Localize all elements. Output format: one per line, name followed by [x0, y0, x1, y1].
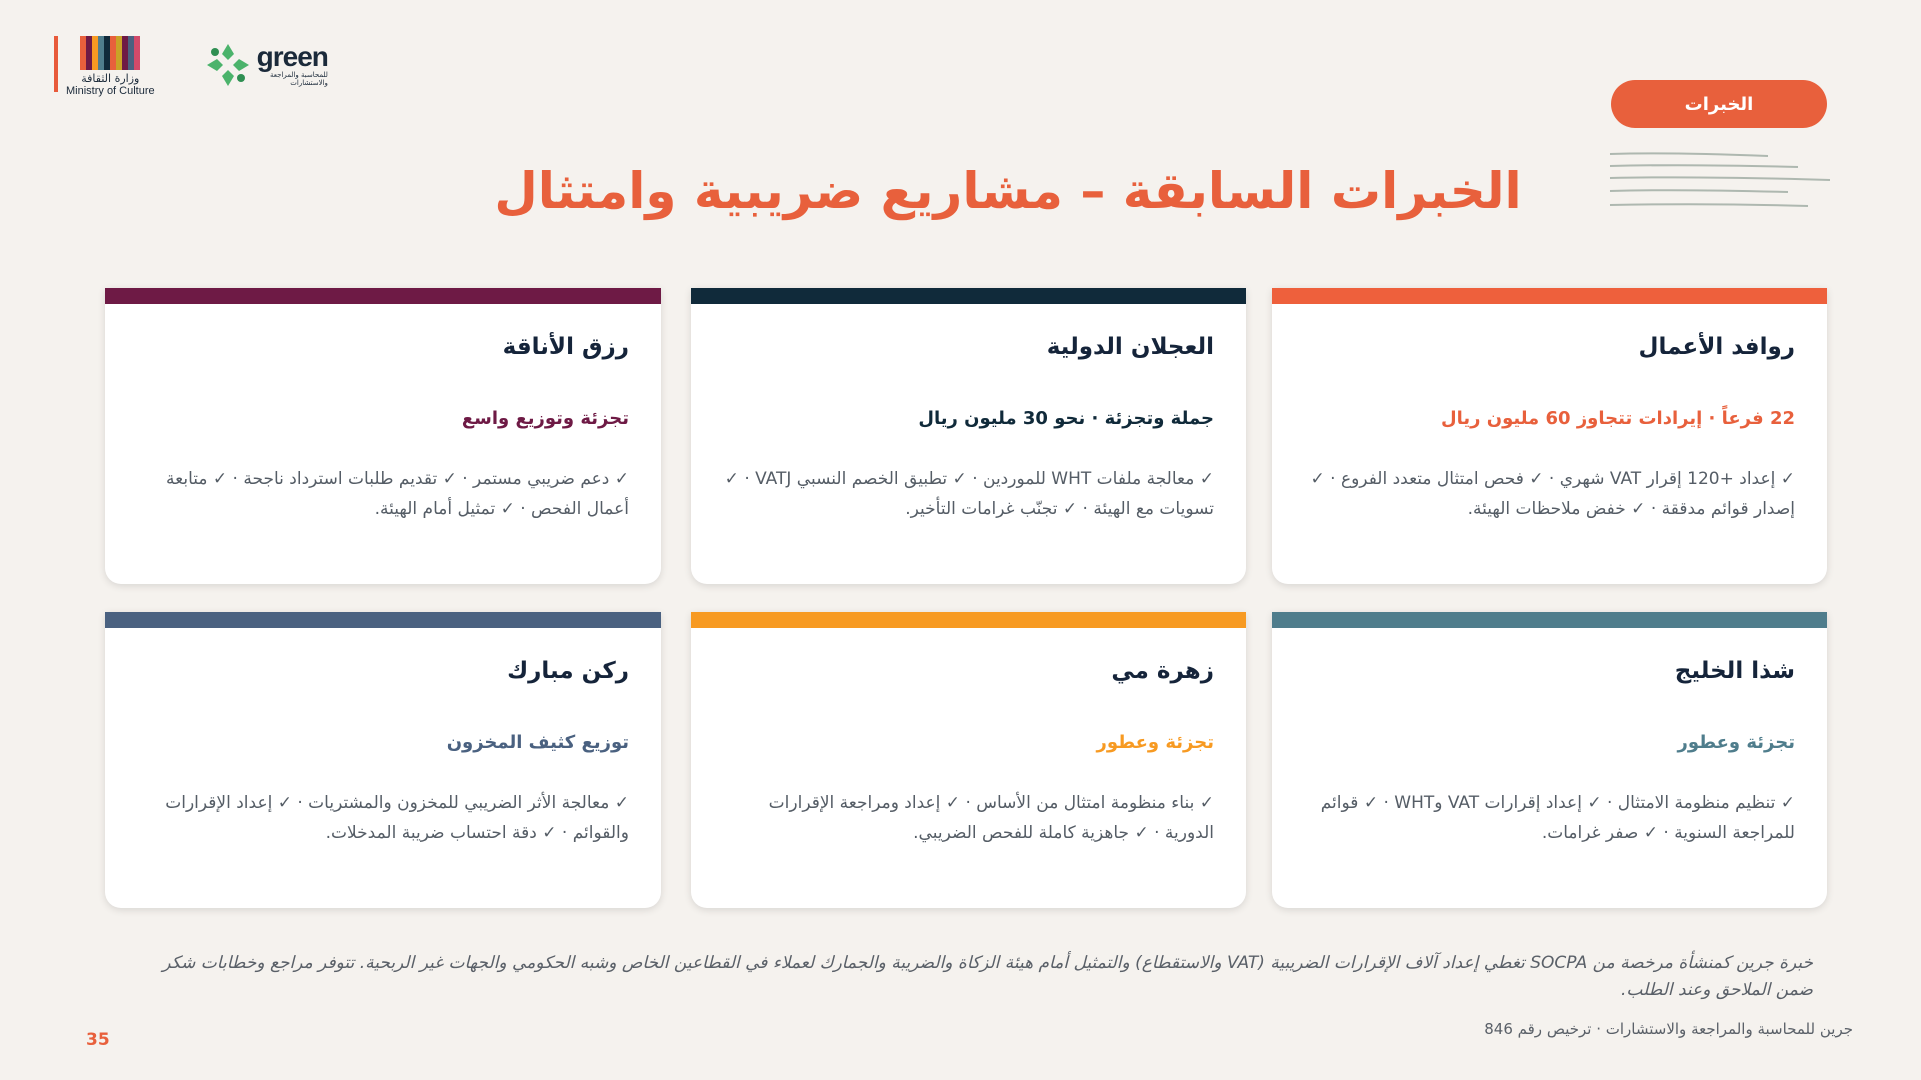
green-tagline-2: والاستشارات	[290, 79, 328, 87]
card-color-bar	[691, 288, 1246, 304]
card-color-bar	[1272, 288, 1827, 304]
project-card-rukn-mubarak	[105, 612, 661, 908]
card-description: ✓ تنظيم منظومة الامتثال · ✓ إعداد إقرارات VAT وWHT · ✓ قوائم للمراجعة السنوية · ✓ صفر غرامات.	[1320, 793, 1795, 843]
moc-stripes-icon	[80, 36, 140, 70]
page-title: الخبرات السابقة – مشاريع ضريبية وامتثال	[494, 162, 1522, 220]
card-title: العجلان الدولية	[1046, 334, 1214, 360]
green-wordmark: green	[256, 40, 328, 72]
moc-english-name: Ministry of Culture	[66, 85, 155, 97]
card-title: زهرة مي	[1111, 658, 1214, 684]
card-color-bar	[105, 288, 661, 304]
card-subtitle: توزيع كثيف المخزون	[446, 732, 629, 753]
card-color-bar	[1272, 612, 1827, 628]
card-title: شذا الخليج	[1674, 658, 1795, 684]
ministry-of-culture-logo	[54, 36, 155, 97]
card-title: رزق الأناقة	[502, 334, 629, 360]
moc-arabic-name: وزارة الثقافة	[81, 72, 140, 85]
card-subtitle: تجزئة وعطور	[1096, 732, 1214, 753]
card-subtitle: تجزئة وعطور	[1677, 732, 1795, 753]
green-tagline-1: للمحاسبة والمراجعة	[270, 70, 328, 79]
card-title: روافد الأعمال	[1638, 334, 1795, 360]
card-subtitle: 22 فرعاً · إيرادات تتجاوز 60 مليون ريال	[1440, 408, 1795, 429]
section-pill: الخبرات	[1611, 80, 1827, 128]
card-subtitle: تجزئة وتوزيع واسع	[461, 408, 629, 429]
project-card-rizq	[105, 288, 661, 584]
project-card-alajlan	[691, 288, 1246, 584]
logos	[54, 36, 328, 97]
card-description: ✓ بناء منظومة امتثال من الأساس · ✓ إعداد ومراجعة الإقرارات الدورية · ✓ جاهزية كاملة للفحص الضريبي.	[768, 793, 1214, 843]
project-card-rawafed	[1272, 288, 1827, 584]
card-description: ✓ معالجة ملفات WHT للموردين · ✓ تطبيق الخصم النسبي VATJ · ✓ تسويات مع الهيئة · ✓ تجنّب غرامات التأخير.	[724, 469, 1214, 519]
project-card-zahrat-mai	[691, 612, 1246, 908]
card-subtitle: جملة وتجزئة · نحو 30 مليون ريال	[918, 408, 1214, 429]
card-description: ✓ معالجة الأثر الضريبي للمخزون والمشتريات · ✓ إعداد الإقرارات والقوائم · ✓ دقة احتساب ضريبة المدخلات.	[165, 793, 629, 843]
card-title: ركن مبارك	[507, 658, 629, 684]
card-color-bar	[105, 612, 661, 628]
footer-license: جرين للمحاسبة والمراجعة والاستشارات · ترخيص رقم 846	[1484, 1020, 1853, 1038]
logo-divider	[54, 36, 58, 92]
page-number: 35	[86, 1030, 110, 1050]
green-leaf-icon	[205, 42, 251, 88]
card-description: ✓ دعم ضريبي مستمر · ✓ تقديم طلبات استرداد ناجحة · ✓ متابعة أعمال الفحص · ✓ تمثيل أمام الهيئة.	[166, 469, 629, 519]
green-logo	[205, 42, 328, 88]
card-color-bar	[691, 612, 1246, 628]
project-card-shatha	[1272, 612, 1827, 908]
footnote: خبرة جرين كمنشأة مرخصة من SOCPA تغطي إعداد آلاف الإقرارات الضريبية (VAT والاستقطاع) والتمثيل أمام هيئة الزكاة والضريبة والجمارك لعملاء في القطاعين الخاص وشبه الحكومي والجهات غير الربحية. تتوفر مراجع وخطابات شكر ضمن الملاحق وعند الطلب.	[162, 953, 1813, 1000]
card-description: ✓ إعداد +120 إقرار VAT شهري · ✓ فحص امتثال متعدد الفروع · ✓ إصدار قوائم مدققة · ✓ خفض ملاحظات الهيئة.	[1310, 469, 1795, 519]
